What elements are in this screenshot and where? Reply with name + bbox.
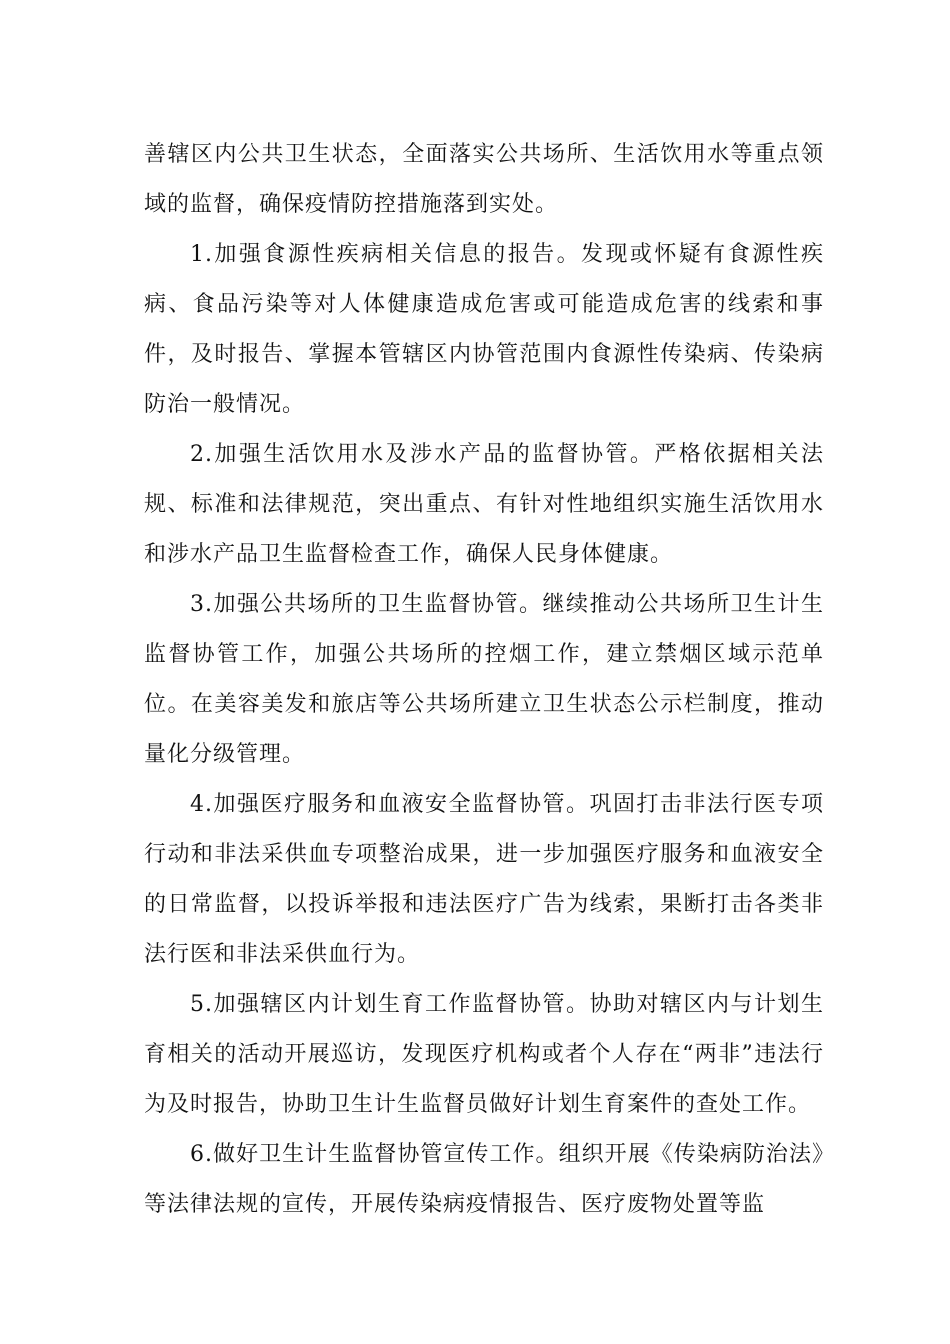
paragraph-item-2: 2.加强生活饮用水及涉水产品的监督协管。严格依据相关法规、标准和法律规范，突出重点、有针对性地组织实施生活饮用水和涉水产品卫生监督检查工作，确保人民身体健康。 [144, 442, 824, 567]
document-body [144, 130, 824, 1230]
paragraph-item-6: 6.做好卫生计生监督协管宣传工作。组织开展《传染病防治法》等法律法规的宣传，开展传染病疫情报告、医疗废物处置等监 [144, 1142, 824, 1217]
paragraph-item-3: 3.加强公共场所的卫生监督协管。继续推动公共场所卫生计生监督协管工作，加强公共场所的控烟工作，建立禁烟区域示范单位。在美容美发和旅店等公共场所建立卫生状态公示栏制度，推动量化分级管理。 [144, 592, 824, 767]
paragraph-continuation: 善辖区内公共卫生状态，全面落实公共场所、生活饮用水等重点领域的监督，确保疫情防控措施落到实处。 [144, 142, 824, 217]
paragraph-item-5: 5.加强辖区内计划生育工作监督协管。协助对辖区内与计划生育相关的活动开展巡访，发现医疗机构或者个人存在“两非”违法行为及时报告，协助卫生计生监督员做好计划生育案件的查处工作。 [144, 992, 824, 1117]
paragraph-item-1: 1.加强食源性疾病相关信息的报告。发现或怀疑有食源性疾病、食品污染等对人体健康造成危害或可能造成危害的线索和事件，及时报告、掌握本管辖区内协管范围内食源性传染病、传染病防治一般情况。 [144, 242, 824, 417]
paragraph-item-4: 4.加强医疗服务和血液安全监督协管。巩固打击非法行医专项行动和非法采供血专项整治成果，进一步加强医疗服务和血液安全的日常监督，以投诉举报和违法医疗广告为线索，果断打击各类非法行医和非法采供血行为。 [144, 792, 824, 967]
